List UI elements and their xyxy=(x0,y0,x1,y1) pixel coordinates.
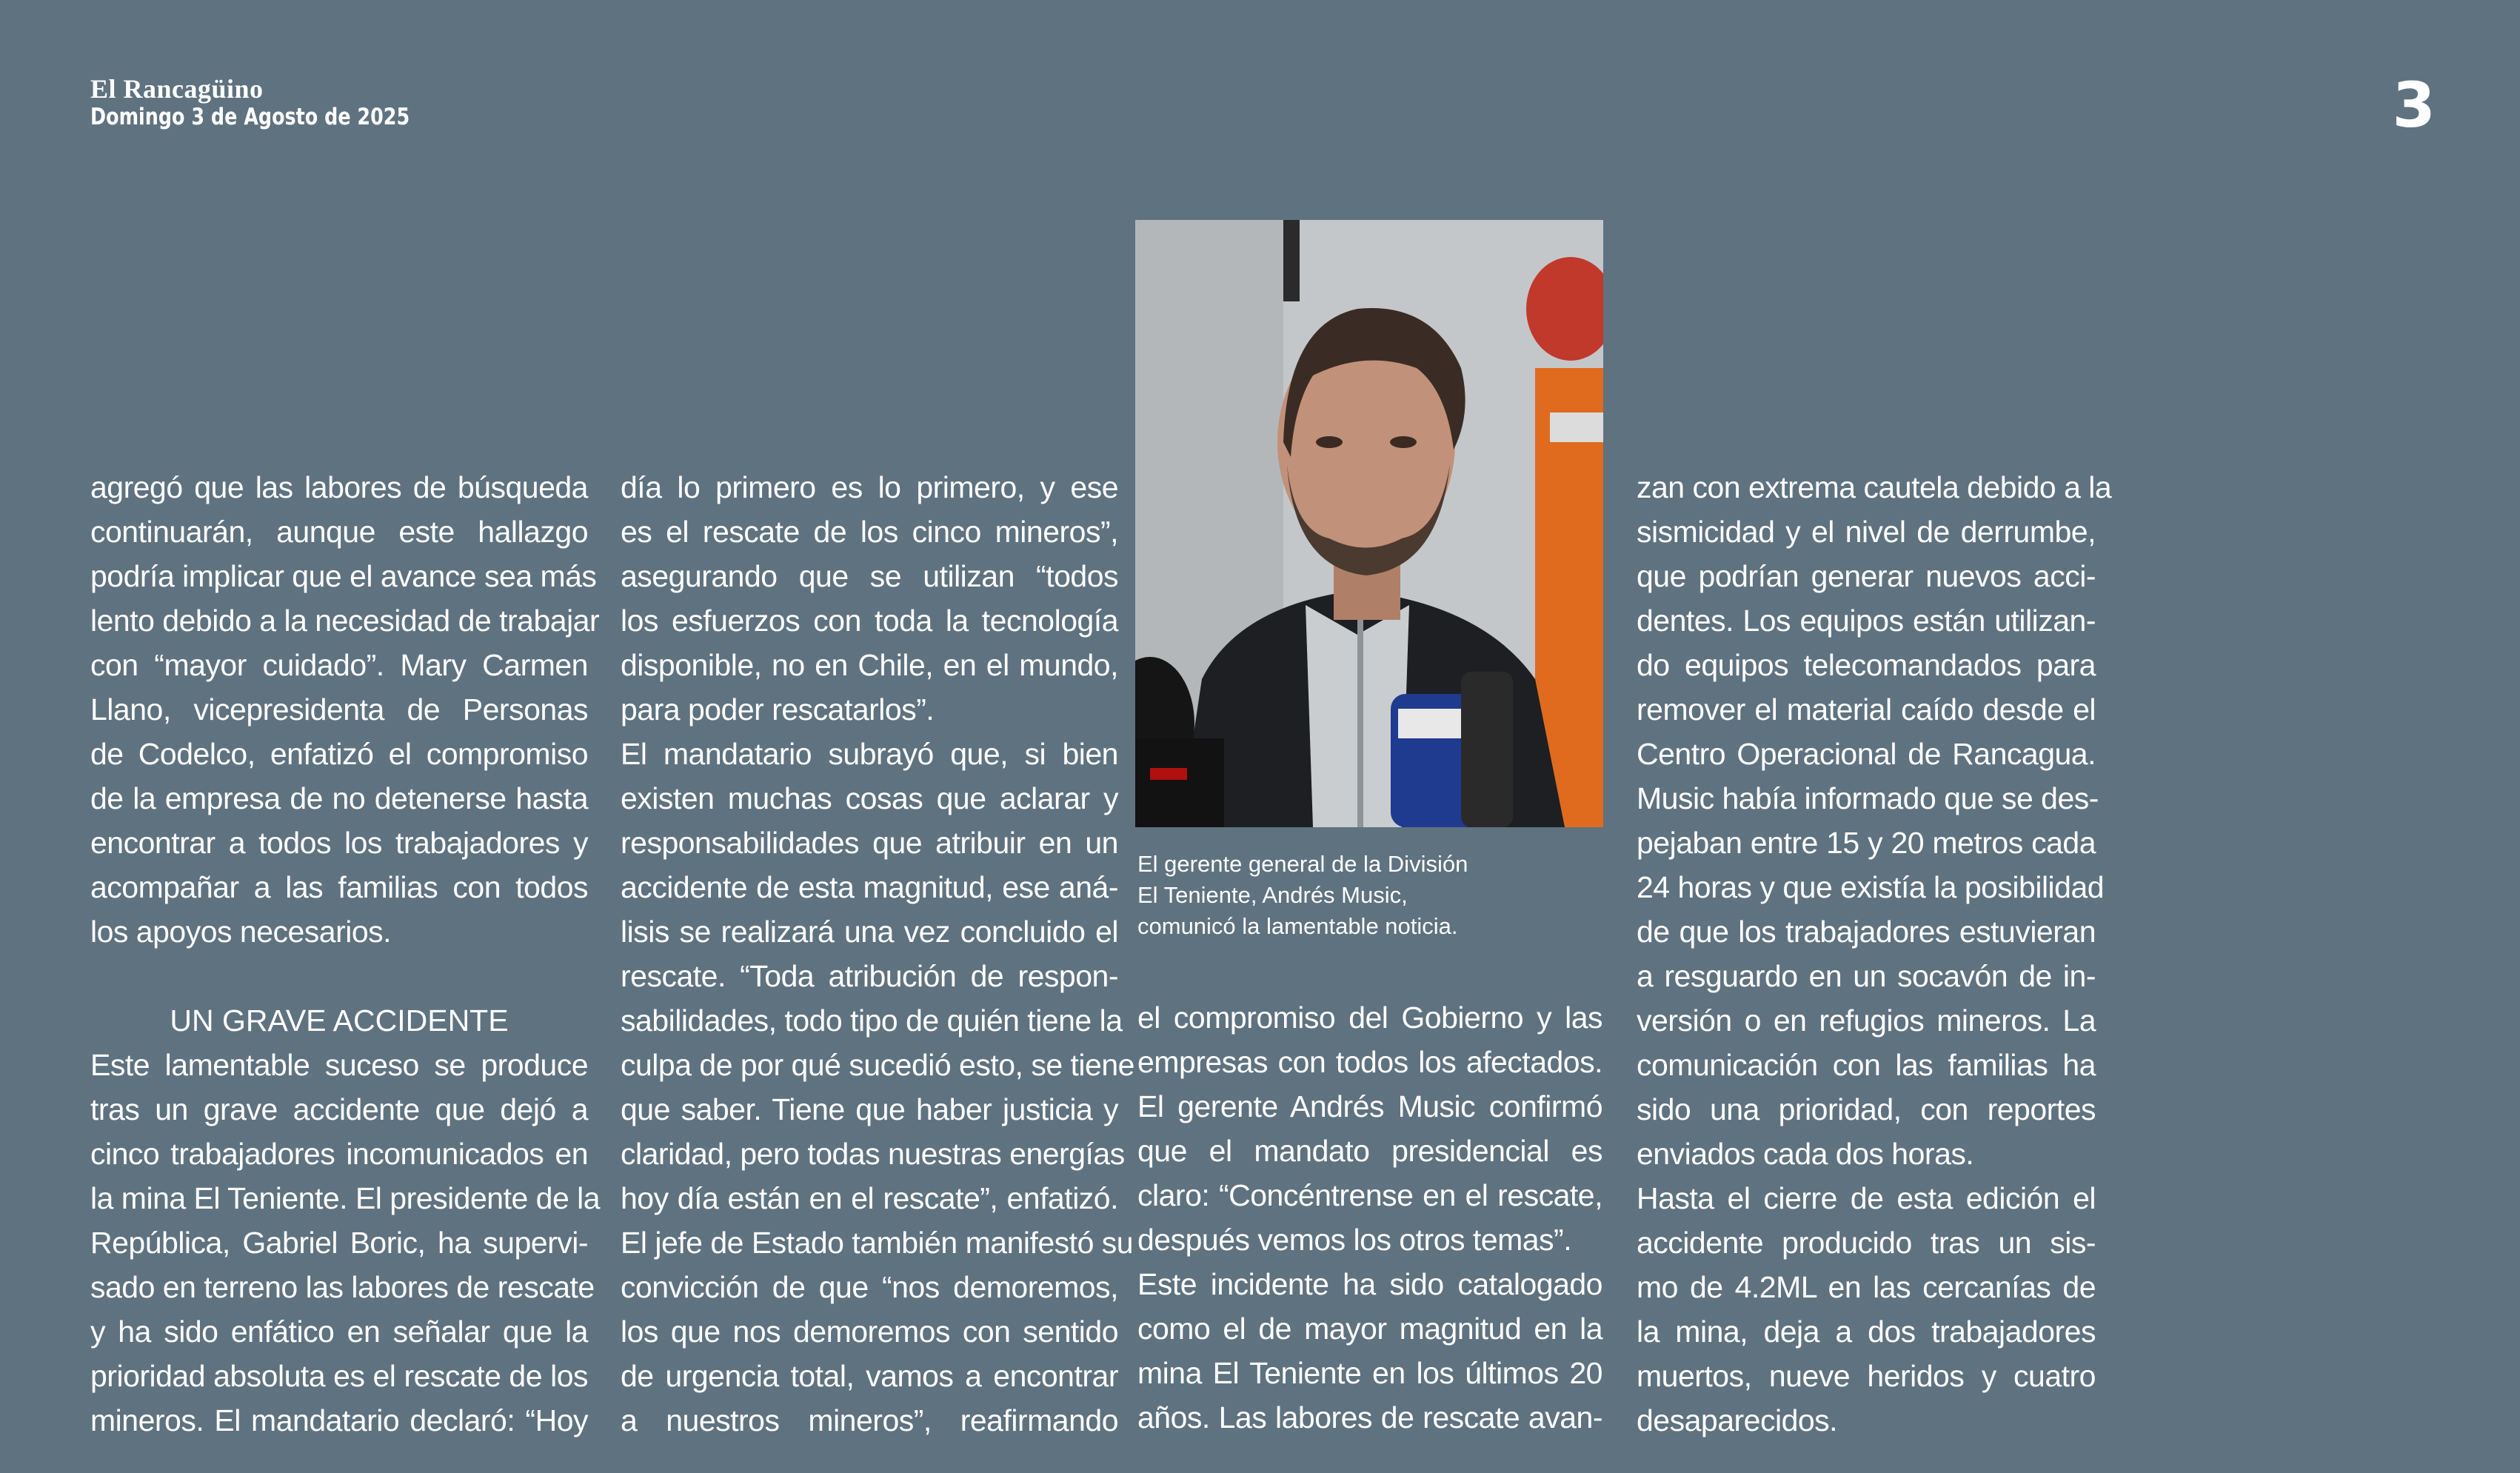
article-line: Llano, vicepresidenta de Personas xyxy=(90,692,588,727)
article-paragraph xyxy=(621,732,1134,1220)
article-line: para poder rescatarlos”. xyxy=(621,692,935,727)
article-paragraph xyxy=(1137,995,1602,1262)
article-line: años. Las labores de rescate avan- xyxy=(1137,1400,1602,1434)
caption-line: El Teniente, Andrés Music, xyxy=(1137,882,1408,908)
article-line: mo de 4.2ML en las cercanías de xyxy=(1637,1270,2096,1304)
paragraph-spacer xyxy=(90,954,588,998)
article-line: lento debido a la necesidad de trabajar xyxy=(90,604,600,638)
article-line: de urgencia total, vamos a encontrar xyxy=(621,1359,1118,1393)
article-line: convicción de que “nos demoremos, xyxy=(621,1270,1118,1304)
article-line: desaparecidos. xyxy=(1637,1403,1838,1437)
article-line: el compromiso del Gobierno y las xyxy=(1137,1001,1602,1035)
masthead xyxy=(90,74,480,130)
article-line: comunicación con las familias ha xyxy=(1637,1048,2096,1082)
article-line: enviados cada dos horas. xyxy=(1637,1137,1974,1171)
article-line: mineros. El mandatario declaró: “Hoy xyxy=(90,1403,588,1437)
page-number: 3 xyxy=(2392,69,2436,141)
article-line: Music había informado que se des- xyxy=(1637,781,2099,815)
article-line: que saber. Tiene que haber justicia y xyxy=(621,1092,1118,1126)
article-line: y ha sido enfático en señalar que la xyxy=(90,1315,588,1349)
article-line: Este lamentable suceso se produce xyxy=(90,1048,588,1082)
article-line: hoy día están en el rescate”, enfatizó. xyxy=(621,1181,1118,1215)
article-line: remover el material caído desde el xyxy=(1637,692,2096,727)
article-column-2 xyxy=(621,465,1134,1443)
article-line: sabilidades, todo tipo de quién tiene la xyxy=(621,1003,1123,1038)
caption-line: El gerente general de la División xyxy=(1137,851,1468,877)
article-line: es el rescate de los cinco mineros”, xyxy=(621,515,1118,549)
article-line: Hasta el cierre de esta edición el xyxy=(1637,1181,2096,1215)
article-line: que el mandato presidencial es xyxy=(1137,1134,1602,1168)
article-paragraph xyxy=(1637,465,2112,1176)
article-line: después vemos los otros temas”. xyxy=(1137,1223,1572,1257)
article-paragraph xyxy=(621,1220,1134,1443)
article-line: lisis se realizará una vez concluido el xyxy=(621,915,1118,949)
newspaper-name: El Rancagüino xyxy=(90,74,264,104)
article-line: accidente de esta magnitud, ese aná- xyxy=(621,870,1118,904)
issue-date: Domingo 3 de Agosto de 2025 xyxy=(90,104,410,130)
article-line: sado en terreno las labores de rescate xyxy=(90,1270,595,1304)
article-line: de la empresa de no detenerse hasta xyxy=(90,781,588,815)
article-line: responsabilidades que atribuir en un xyxy=(621,826,1118,860)
article-line: República, Gabriel Boric, ha supervi- xyxy=(90,1226,588,1260)
article-line: a resguardo en un socavón de in- xyxy=(1637,959,2096,993)
article-line: prioridad absoluta es el rescate de los xyxy=(90,1359,588,1393)
article-line: de Codelco, enfatizó el compromiso xyxy=(90,737,588,771)
photo-caption xyxy=(1137,849,1611,942)
article-line: muertos, nueve heridos y cuatro xyxy=(1637,1359,2096,1393)
article-paragraph xyxy=(90,465,600,954)
caption-line: comunicó la lamentable noticia. xyxy=(1137,913,1458,939)
article-line: continuarán, aunque este hallazgo xyxy=(90,515,588,549)
article-line: zan con extrema cautela debido a la xyxy=(1637,470,2112,504)
article-line: cinco trabajadores incomunicados en xyxy=(90,1137,588,1171)
article-line: acompañar a las familias con todos xyxy=(90,870,588,904)
article-line: con “mayor cuidado”. Mary Carmen xyxy=(90,648,588,682)
article-line: rescate. “Toda atribución de respon- xyxy=(621,959,1118,993)
article-paragraph xyxy=(1637,1176,2096,1443)
article-line: existen muchas cosas que aclarar y xyxy=(621,781,1118,815)
article-line: empresas con todos los afectados. xyxy=(1137,1045,1602,1079)
article-line: El mandatario subrayó que, si bien xyxy=(621,737,1118,771)
article-line: accidente producido tras un sis- xyxy=(1637,1226,2096,1260)
photo-illustration-andres-music xyxy=(1135,220,1603,827)
article-line: encontrar a todos los trabajadores y xyxy=(90,826,588,860)
article-paragraph xyxy=(621,465,1118,732)
article-line: los que nos demoremos con sentido xyxy=(621,1315,1118,1349)
article-line: Centro Operacional de Rancagua. xyxy=(1637,737,2096,771)
article-column-4 xyxy=(1637,465,2112,1443)
article-line: sido una prioridad, con reportes xyxy=(1637,1092,2096,1126)
article-line: asegurando que se utilizan “todos xyxy=(621,559,1118,593)
article-line: dentes. Los equipos están utilizan- xyxy=(1637,604,2096,638)
article-line: de que los trabajadores estuvieran xyxy=(1637,915,2096,949)
article-line: disponible, no en Chile, en el mundo, xyxy=(621,648,1118,682)
article-line: mina El Teniente en los últimos 20 xyxy=(1137,1356,1602,1390)
article-line: pejaban entre 15 y 20 metros cada xyxy=(1637,826,2096,860)
article-line: los apoyos necesarios. xyxy=(90,915,392,949)
article-line: claridad, pero todas nuestras energías xyxy=(621,1137,1125,1171)
article-paragraph xyxy=(1137,1262,1602,1440)
article-line: sismicidad y el nivel de derrumbe, xyxy=(1637,515,2096,549)
article-column-1 xyxy=(90,465,601,1443)
article-line: do equipos telecomandados para xyxy=(1637,648,2096,682)
article-line: la mina El Teniente. El presidente de la xyxy=(90,1181,601,1215)
article-line: versión o en refugios mineros. La xyxy=(1637,1003,2096,1038)
article-line: podría implicar que el avance sea más xyxy=(90,559,597,593)
article-line: 24 horas y que existía la posibilidad xyxy=(1637,870,2105,904)
article-line: agregó que las labores de búsqueda xyxy=(90,470,588,504)
news-photo xyxy=(1135,220,1603,827)
article-line: a nuestros mineros”, reafirmando xyxy=(621,1403,1118,1437)
article-line: Este incidente ha sido catalogado xyxy=(1137,1267,1602,1301)
article-line: que podrían generar nuevos acci- xyxy=(1637,559,2096,593)
article-line: claro: “Concéntrense en el rescate, xyxy=(1137,1178,1602,1212)
article-line: como el de mayor magnitud en la xyxy=(1137,1312,1602,1346)
article-line: El jefe de Estado también manifestó su xyxy=(621,1226,1134,1260)
article-line: los esfuerzos con toda la tecnología xyxy=(621,604,1118,638)
article-line: la mina, deja a dos trabajadores xyxy=(1637,1315,2096,1349)
section-subheading: UN GRAVE ACCIDENTE xyxy=(170,1003,509,1038)
article-line: culpa de por qué sucedió esto, se tiene xyxy=(621,1048,1134,1082)
article-line: El gerente Andrés Music confirmó xyxy=(1137,1089,1602,1123)
article-column-3 xyxy=(1137,995,1602,1440)
article-line: día lo primero es lo primero, y ese xyxy=(621,470,1118,504)
article-paragraph xyxy=(90,1043,601,1443)
article-line: tras un grave accidente que dejó a xyxy=(90,1092,588,1126)
